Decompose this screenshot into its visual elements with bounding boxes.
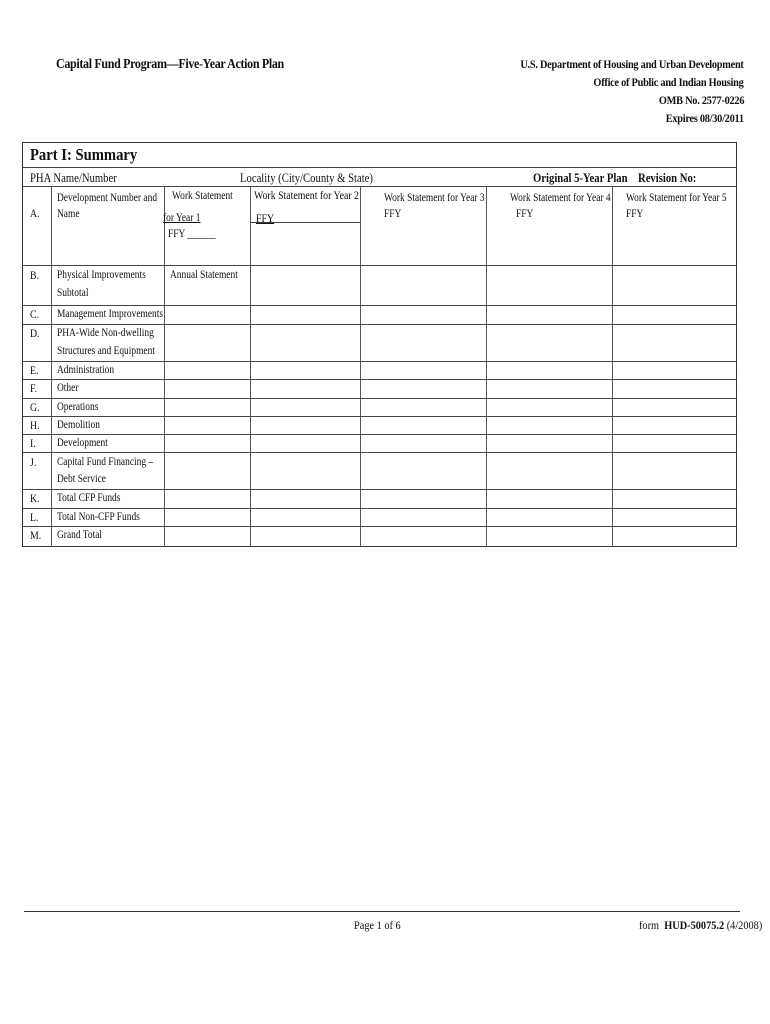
divider — [22, 508, 737, 509]
row-label: Capital Fund Financing – — [57, 456, 154, 468]
form-title: Capital Fund Program—Five-Year Action Plan — [56, 57, 284, 72]
column-divider — [250, 186, 251, 547]
ws-year1-ffy[interactable]: FFY ______ — [168, 228, 216, 240]
row-letter: K. — [30, 491, 40, 505]
divider — [22, 489, 737, 490]
form-date: (4/2008) — [726, 918, 763, 932]
column-divider — [164, 186, 165, 547]
office-name: Office of Public and Indian Housing — [593, 75, 744, 89]
divider — [22, 305, 737, 306]
row-label: Subtotal — [57, 287, 89, 299]
row-label: PHA-Wide Non-dwelling — [57, 327, 154, 339]
page-number: Page 1 of 6 — [354, 918, 401, 932]
column-divider — [360, 186, 361, 547]
row-label: Management Improvements — [57, 308, 164, 320]
form-code: HUD-50075.2 — [664, 918, 725, 932]
row-letter: E. — [30, 363, 39, 377]
column-divider — [51, 186, 52, 547]
original-plan-label[interactable]: Original 5-Year Plan — [533, 170, 628, 185]
divider — [22, 361, 737, 362]
column-divider — [612, 186, 613, 547]
row-letter: B. — [30, 268, 40, 282]
footer-divider — [24, 911, 740, 912]
ws-year2-label: Work Statement for Year 2 — [254, 188, 359, 202]
row-label: Total CFP Funds — [57, 492, 121, 504]
divider — [22, 265, 737, 266]
ws-year2-ffy[interactable]: FFY — [256, 211, 275, 225]
omb-number: OMB No. 2577-0226 — [658, 93, 744, 107]
row-label: Demolition — [57, 419, 100, 431]
locality-label[interactable]: Locality (City/County & State) — [240, 170, 373, 185]
ws-year4-ffy[interactable]: FFY — [516, 208, 534, 220]
row-letter: M. — [30, 528, 42, 542]
agency-name: U.S. Department of Housing and Urban Development — [520, 57, 744, 71]
form-prefix: form — [639, 918, 660, 932]
row-letter: F. — [30, 381, 38, 395]
row-letter: A. — [30, 206, 40, 220]
ws-year4-label: Work Statement for Year 4 — [510, 192, 611, 204]
ws-year1-label: for Year 1 — [163, 212, 201, 224]
divider — [22, 526, 737, 527]
part-title: Part I: Summary — [30, 145, 138, 164]
divider — [22, 324, 737, 325]
row-letter: L. — [30, 510, 39, 524]
divider — [250, 222, 360, 223]
row-label: Development — [57, 437, 108, 449]
annual-statement-label: Annual Statement — [170, 269, 238, 281]
row-letter: H. — [30, 418, 40, 432]
row-label: Physical Improvements — [57, 269, 146, 281]
revision-label[interactable]: Revision No: — [638, 170, 697, 185]
ws-year3-label: Work Statement for Year 3 — [384, 192, 485, 204]
form-number — [639, 918, 762, 933]
dev-number-label: Development Number and — [57, 192, 158, 204]
ws-year5-ffy[interactable]: FFY — [626, 208, 644, 220]
divider — [22, 186, 737, 187]
row-label: Total Non-CFP Funds — [57, 511, 140, 523]
row-letter: D. — [30, 326, 40, 340]
row-label: Administration — [57, 364, 115, 376]
ws-year1-label: Work Statement — [172, 190, 233, 202]
row-label: Grand Total — [57, 529, 102, 541]
row-label: Operations — [57, 401, 99, 413]
row-label: Debt Service — [57, 473, 106, 485]
divider — [22, 398, 737, 399]
row-label: Other — [57, 382, 79, 394]
row-letter: I. — [30, 436, 36, 450]
divider — [22, 452, 737, 453]
pha-name-label[interactable]: PHA Name/Number — [30, 170, 117, 185]
ws-year3-ffy[interactable]: FFY — [384, 208, 402, 220]
divider — [22, 379, 737, 380]
divider — [22, 416, 737, 417]
expiration-date: Expires 08/30/2011 — [665, 111, 744, 125]
divider — [22, 434, 737, 435]
row-letter: J. — [30, 455, 37, 469]
ws-year5-label: Work Statement for Year 5 — [626, 192, 727, 204]
column-divider — [486, 186, 487, 547]
row-label: Structures and Equipment — [57, 345, 155, 357]
row-letter: C. — [30, 307, 40, 321]
row-letter: G. — [30, 400, 40, 414]
dev-number-label: Name — [57, 208, 80, 220]
divider — [22, 167, 737, 168]
